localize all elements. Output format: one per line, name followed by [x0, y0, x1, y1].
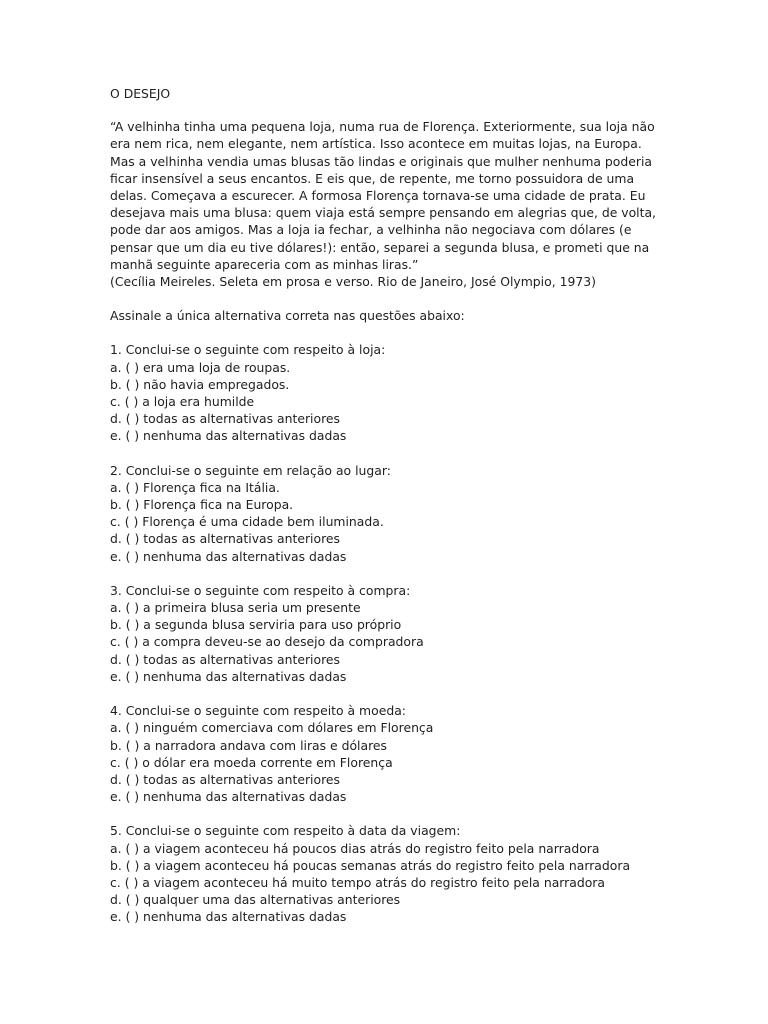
option-d: d. ( ) todas as alternativas anteriores — [110, 651, 340, 667]
option-b: b. ( ) não havia empregados. — [110, 376, 290, 392]
option-a: a. ( ) a viagem aconteceu há poucos dias atrás do registro feito pela narradora — [110, 840, 600, 856]
instruction-text: Assinale a única alternativa correta nas questões abaixo: — [110, 308, 465, 324]
option-d: d. ( ) todas as alternativas anteriores — [110, 771, 340, 787]
option-c: c. ( ) o dólar era moeda corrente em Florença — [110, 754, 393, 770]
option-b: b. ( ) a segunda blusa serviria para uso próprio — [110, 617, 402, 633]
option-e: e. ( ) nenhuma das alternativas dadas — [110, 428, 347, 444]
question-3 — [110, 582, 660, 685]
question-5 — [110, 822, 660, 925]
document-page — [110, 85, 660, 943]
question-prompt: 5. Conclui-se o seguinte com respeito à data da viagem: — [110, 823, 461, 839]
option-c: c. ( ) a viagem aconteceu há muito tempo atrás do registro feito pela narradora — [110, 874, 605, 890]
option-d: d. ( ) todas as alternativas anteriores — [110, 531, 340, 547]
option-c: c. ( ) a loja era humilde — [110, 394, 255, 410]
question-prompt: 2. Conclui-se o seguinte em relação ao lugar: — [110, 462, 391, 478]
question-2 — [110, 462, 660, 565]
option-a: a. ( ) era uma loja de roupas. — [110, 359, 291, 375]
option-d: d. ( ) qualquer uma das alternativas anteriores — [110, 892, 401, 908]
option-a: a. ( ) Florença fica na Itália. — [110, 479, 280, 495]
option-c: c. ( ) a compra deveu-se ao desejo da compradora — [110, 634, 424, 650]
option-d: d. ( ) todas as alternativas anteriores — [110, 411, 340, 427]
option-e: e. ( ) nenhuma das alternativas dadas — [110, 548, 347, 564]
option-a: a. ( ) a primeira blusa seria um presente — [110, 600, 361, 616]
option-b: b. ( ) Florença fica na Europa. — [110, 497, 294, 513]
option-b: b. ( ) a narradora andava com liras e dólares — [110, 737, 387, 753]
question-prompt: 1. Conclui-se o seguinte com respeito à loja: — [110, 342, 386, 358]
question-prompt: 4. Conclui-se o seguinte com respeito à moeda: — [110, 703, 406, 719]
option-e: e. ( ) nenhuma das alternativas dadas — [110, 668, 347, 684]
passage-citation: (Cecília Meireles. Seleta em prosa e verso. Rio de Janeiro, José Olympio, 1973) — [110, 274, 596, 290]
question-4 — [110, 702, 660, 805]
option-a: a. ( ) ninguém comerciava com dólares em Florença — [110, 720, 434, 736]
question-1 — [110, 341, 660, 444]
passage-text: “A velhinha tinha uma pequena loja, numa rua de Florença. Exteriormente, sua loja não era nem rica, nem elegante, nem artística. Isso acontece em muitas lojas, na Europa. Mas a velhinha vendia umas blusas tão lindas e originais que mulher nenhuma poderia ficar insensível a seus encantos. E eis que, de repente, me torno possuidora de uma delas. Começava a escurecer. A formosa Florença tornava-se uma cidade de prata. Eu desejava mais uma blusa: quem viaja está sempre pensando em alegrias que, de volta, pode dar aos amigos. Mas a loja ia fechar, a velhinha não negociava com dólares (e pensar que um dia eu tive dólares!): então, separei a segunda blusa, e prometi que na manhã seguinte apareceria com as minhas liras.” — [110, 119, 656, 272]
option-e: e. ( ) nenhuma das alternativas dadas — [110, 909, 347, 925]
option-e: e. ( ) nenhuma das alternativas dadas — [110, 789, 347, 805]
option-b: b. ( ) a viagem aconteceu há poucas semanas atrás do registro feito pela narradora — [110, 857, 631, 873]
option-c: c. ( ) Florença é uma cidade bem iluminada. — [110, 514, 384, 530]
question-prompt: 3. Conclui-se o seguinte com respeito à compra: — [110, 582, 411, 598]
document-title: O DESEJO — [110, 86, 171, 101]
